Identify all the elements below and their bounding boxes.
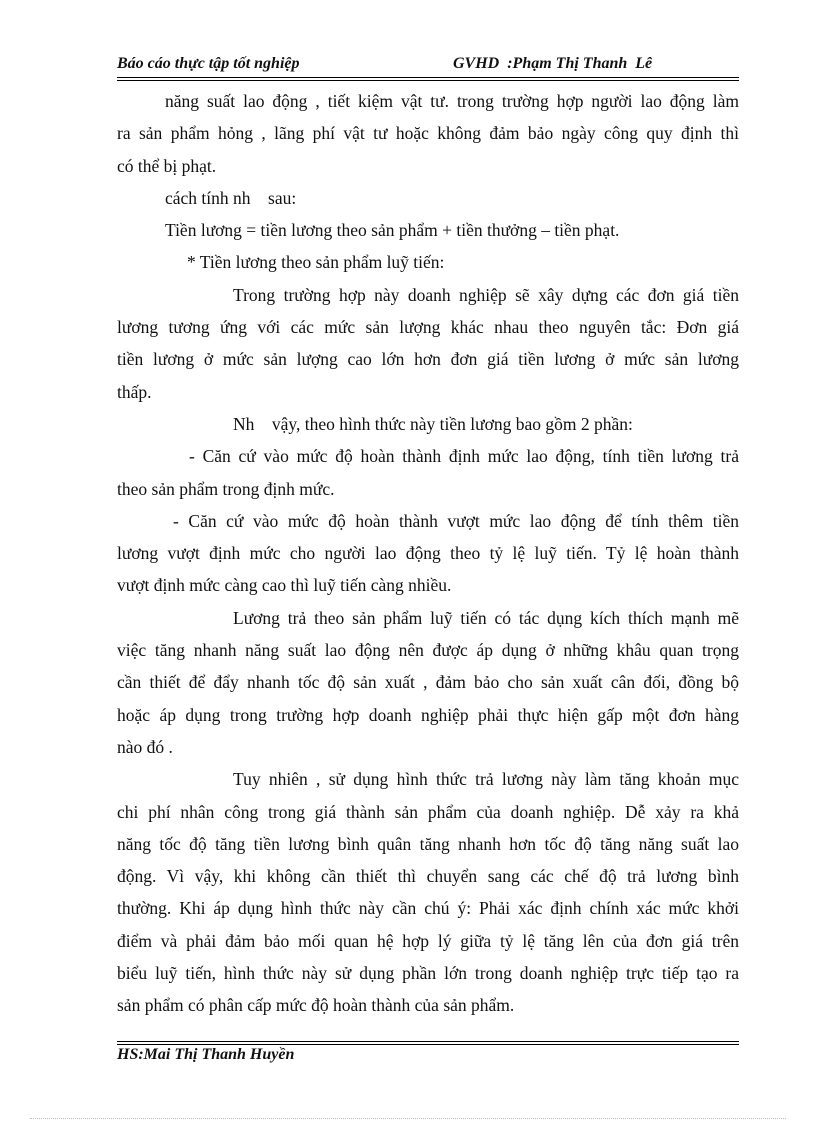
text-line: thấp.: [117, 381, 152, 402]
text-line: chi phí nhân công trong giá thành sản phẩm của doanh nghiệp. Dễ xảy ra khả: [117, 801, 739, 822]
text-line: Tiền lương = tiền lương theo sản phẩm + tiền thưởng – tiền phạt.: [165, 220, 620, 241]
text-line: tiền lương ở mức sản lượng cao lớn hơn đơn giá tiền lương ở mức sản lương: [117, 349, 739, 370]
text-line: hoặc áp dụng trong trường hợp doanh nghiệp phải thực hiện gấp một đơn hàng: [117, 704, 739, 725]
text-line: thường. Khi áp dụng hình thức này cần chú ý: Phải xác định chính xác mức khởi: [117, 898, 739, 919]
page-edge-dotted-line: [30, 1118, 786, 1119]
footer-rule: [117, 1041, 739, 1045]
text-line: vượt định mức càng cao thì luỹ tiến càng nhiều.: [117, 575, 452, 596]
text-line: biểu luỹ tiến, hình thức này sử dụng phần lớn trong doanh nghiệp trực tiếp tạo ra: [117, 963, 739, 984]
text-line: động. Vì vậy, khi không cần thiết thì chuyển sang các chế độ trả lương bình: [117, 866, 739, 887]
header-supervisor: GVHD :Phạm Thị Thanh Lê: [453, 55, 653, 72]
text-line: có thể bị phạt.: [117, 155, 217, 176]
text-line: việc tăng nhanh năng suất lao động nên được áp dụng ở những khâu quan trọng: [117, 640, 739, 661]
header-rule: [117, 77, 739, 81]
footer-student-name: HS:Mai Thị Thanh Huyền: [117, 1046, 295, 1063]
text-line: ra sản phẩm hỏng , lãng phí vật tư hoặc không đảm bảo ngày công quy định thì: [117, 123, 739, 144]
text-line: * Tiền lương theo sản phẩm luỹ tiến:: [187, 252, 445, 273]
body-text: [117, 85, 739, 1022]
text-line: cách tính nh sau:: [165, 187, 297, 208]
text-line: năng suất lao động , tiết kiệm vật tư. trong trường hợp người lao động làm: [165, 91, 739, 111]
text-line: Tuy nhiên , sử dụng hình thức trả lương này làm tăng khoản mục: [233, 769, 739, 790]
text-line: - Căn cứ vào mức độ hoàn thành vượt mức lao động để tính thêm tiền: [173, 510, 739, 531]
text-line: lương vượt định mức cho người lao động theo tỷ lệ luỹ tiến. Tỷ lệ hoàn thành: [117, 543, 739, 564]
text-line: điểm và phải đảm bảo mối quan hệ hợp lý giữa tỷ lệ tăng lên của đơn giá trên: [117, 930, 739, 951]
text-line: theo sản phẩm trong định mức.: [117, 478, 335, 499]
text-line: sản phẩm có phân cấp mức độ hoàn thành của sản phẩm.: [117, 995, 515, 1016]
text-line: Trong trường hợp này doanh nghiệp sẽ xây dựng các đơn giá tiền: [233, 284, 739, 305]
text-line: Lương trả theo sản phẩm luỹ tiến có tác dụng kích thích mạnh mẽ: [233, 607, 739, 628]
page-header: [117, 52, 739, 80]
text-line: - Căn cứ vào mức độ hoàn thành định mức lao động, tính tiền lương trả: [189, 446, 739, 467]
text-line: cần thiết để đẩy nhanh tốc độ sản xuất , đảm bảo cho sản xuất cân đối, đồng bộ: [117, 672, 739, 693]
text-line: năng tốc độ tăng tiền lương bình quân tăng nhanh hơn tốc độ tăng năng suất lao: [117, 833, 739, 854]
text-line: nào đó .: [117, 736, 173, 757]
header-report-title: Báo cáo thực tập tốt nghiệp: [117, 55, 300, 72]
text-line: lương tương ứng với các mức sản lượng khác nhau theo nguyên tắc: Đơn giá: [117, 317, 739, 338]
text-line: Nh vậy, theo hình thức này tiền lương bao gồm 2 phần:: [233, 413, 633, 434]
